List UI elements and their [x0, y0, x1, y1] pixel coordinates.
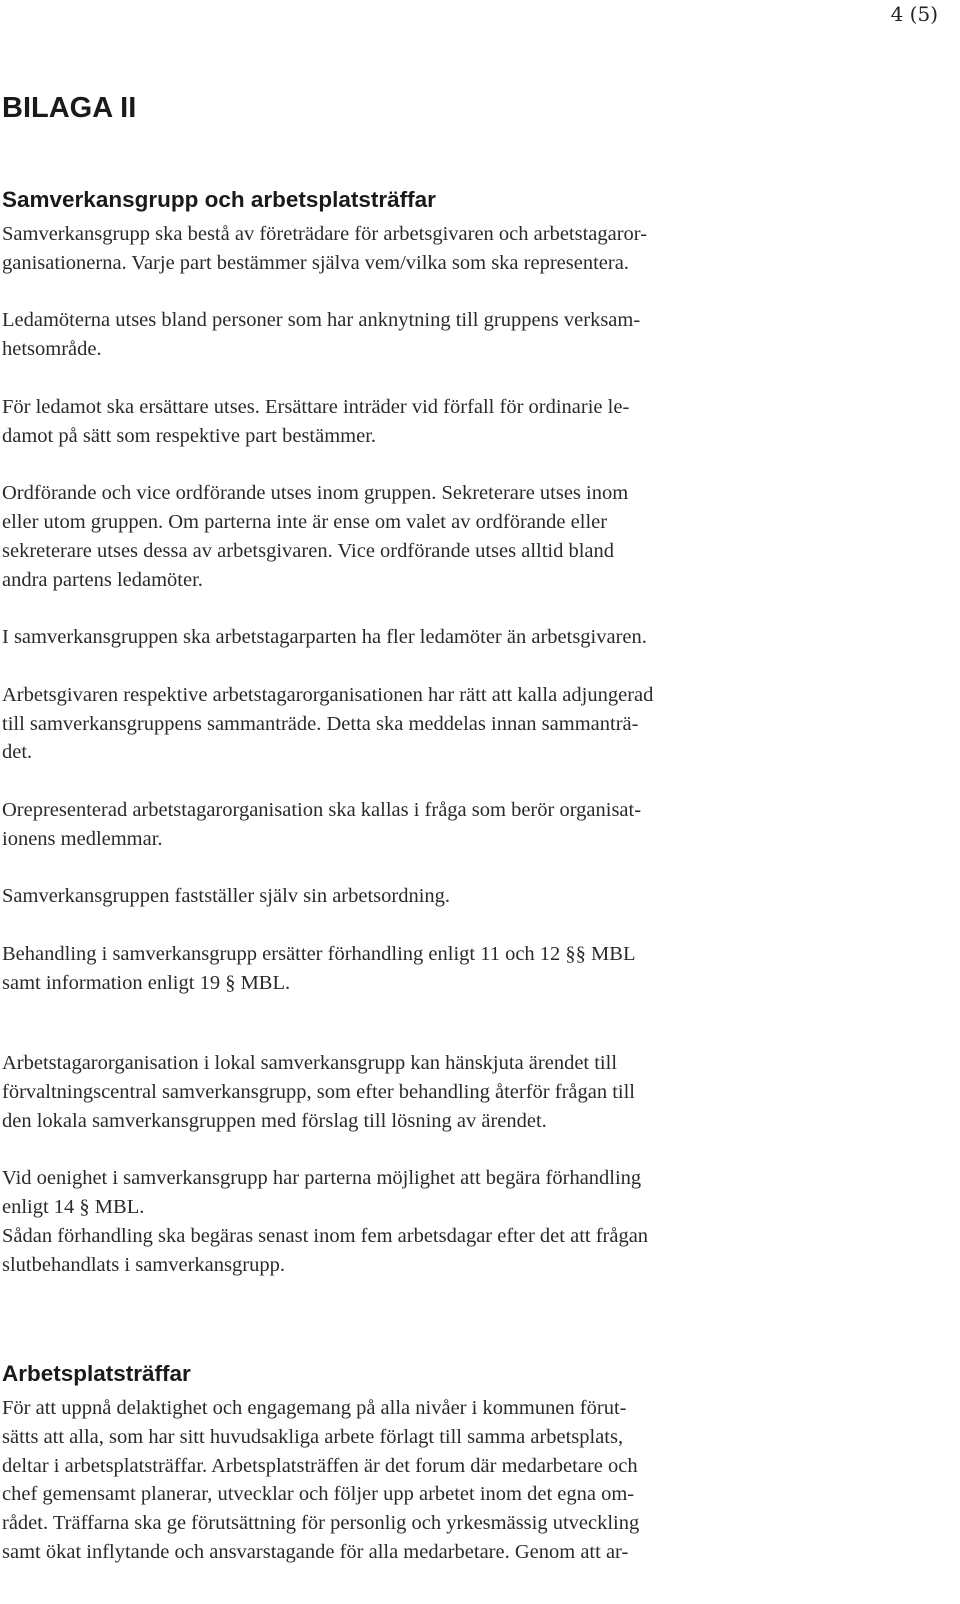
- text-line: enligt 14 § MBL.: [2, 1195, 145, 1218]
- text-line: Ledamöterna utses bland personer som har anknytning till gruppens verksam-: [2, 309, 641, 332]
- text-line: chef gemensamt planerar, utvecklar och följer upp arbetet inom det egna om-: [2, 1483, 635, 1506]
- text-line: damot på sätt som respektive part bestämmer.: [2, 424, 377, 447]
- document-title: BILAGA II: [2, 92, 137, 124]
- text-line: deltar i arbetsplatsträffar. Arbetsplatsträffen är det forum där medarbetare och: [2, 1454, 638, 1477]
- text-line: det.: [2, 741, 33, 764]
- text-line: hetsområde.: [2, 338, 102, 361]
- paragraph: [2, 623, 792, 652]
- text-line: eller utom gruppen. Om parterna inte är ense om valet av ordförande eller: [2, 510, 608, 533]
- paragraph: [2, 1164, 792, 1279]
- paragraph: [2, 796, 792, 854]
- text-line: Samverkansgrupp ska bestå av företrädare för arbetsgivaren och arbetstagaror-: [2, 223, 648, 245]
- text-line: För att uppnå delaktighet och engagemang på alla nivåer i kommunen förut-: [2, 1397, 627, 1419]
- text-line: andra partens ledamöter.: [2, 568, 203, 591]
- text-line: sätts att alla, som har sitt huvudsakliga arbete förlagt till samma arbetsplats,: [2, 1425, 624, 1448]
- text-line: samt information enligt 19 § MBL.: [2, 971, 291, 994]
- paragraph: [2, 882, 792, 911]
- text-line: Ordförande och vice ordförande utses inom gruppen. Sekreterare utses inom: [2, 482, 629, 505]
- text-line: ganisationerna. Varje part bestämmer själva vem/vilka som ska representera.: [2, 251, 629, 274]
- text-line: Arbetstagarorganisation i lokal samverkansgrupp kan hänskjuta ärendet till: [2, 1052, 618, 1074]
- text-line: I samverkansgruppen ska arbetstagarparten ha fler ledamöter än arbetsgivaren.: [2, 626, 647, 649]
- page-number: 4 (5): [890, 2, 938, 26]
- text-line: Arbetsgivaren respektive arbetstagarorganisationen har rätt att kalla adjungerad: [2, 683, 654, 706]
- text-line: Behandling i samverkansgrupp ersätter förhandling enligt 11 och 12 §§ MBL: [2, 942, 636, 965]
- text-line: samt ökat inflytande och ansvarstagande för alla medarbetare. Genom att ar-: [2, 1540, 629, 1563]
- paragraph: [2, 393, 792, 451]
- section-heading-arbetsplatstraffar: Arbetsplatsträffar: [2, 1361, 191, 1386]
- paragraph: [2, 479, 792, 594]
- paragraph: [2, 306, 792, 364]
- text-line: slutbehandlats i samverkansgrupp.: [2, 1253, 285, 1276]
- text-line: den lokala samverkansgruppen med förslag till lösning av ärendet.: [2, 1109, 547, 1132]
- paragraph: [2, 681, 792, 767]
- text-line: förvaltningscentral samverkansgrupp, som efter behandling återför frågan till: [2, 1080, 635, 1103]
- text-line: till samverkansgruppens sammanträde. Detta ska meddelas innan sammanträ-: [2, 712, 639, 735]
- section1-body: [2, 220, 792, 998]
- paragraph: [2, 940, 792, 998]
- text-line: Vid oenighet i samverkansgrupp har parterna möjlighet att begära förhandling: [2, 1167, 642, 1190]
- section-heading-samverkansgrupp: Samverkansgrupp och arbetsplatsträffar: [2, 187, 436, 212]
- text-line: För ledamot ska ersättare utses. Ersättare inträder vid förfall för ordinarie le-: [2, 395, 630, 418]
- text-line: Sådan förhandling ska begäras senast inom fem arbetsdagar efter det att frågan: [2, 1224, 649, 1247]
- paragraph: [2, 1394, 792, 1567]
- section2-body: [2, 1394, 792, 1567]
- section1-body-continued: [2, 1049, 792, 1279]
- text-line: sekreterare utses dessa av arbetsgivaren. Vice ordförande utses alltid bland: [2, 539, 615, 562]
- text-line: Orepresenterad arbetstagarorganisation ska kallas i fråga som berör organisat-: [2, 798, 642, 821]
- paragraph: [2, 1049, 792, 1135]
- text-line: rådet. Träffarna ska ge förutsättning för personlig och yrkesmässig utveckling: [2, 1512, 640, 1535]
- text-line: Samverkansgruppen fastställer själv sin arbetsordning.: [2, 885, 451, 908]
- text-line: ionens medlemmar.: [2, 827, 163, 850]
- paragraph: [2, 220, 792, 278]
